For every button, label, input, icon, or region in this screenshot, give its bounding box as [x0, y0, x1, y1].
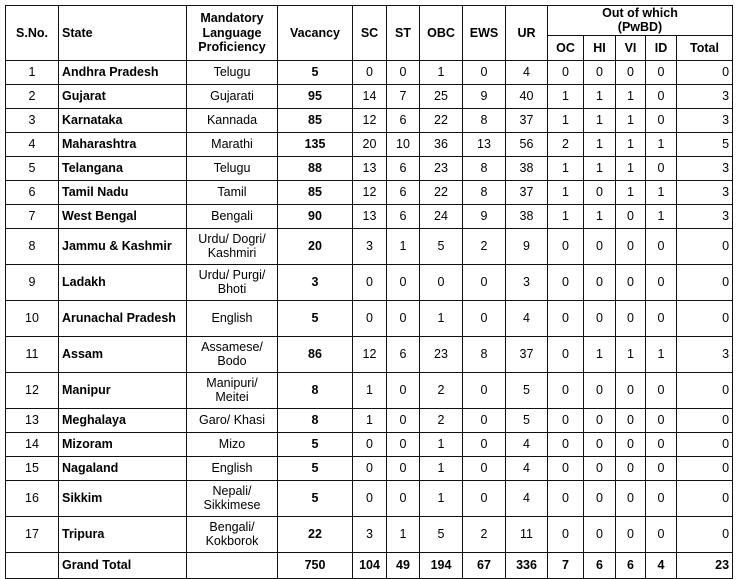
cell-obc: 1 — [420, 456, 463, 480]
cell-id: 1 — [646, 204, 677, 228]
cell-ur: 3 — [506, 264, 548, 300]
cell-ews: 13 — [463, 132, 506, 156]
cell-ews: 2 — [463, 516, 506, 552]
cell-sno: 14 — [6, 432, 59, 456]
cell-state: Tripura — [59, 516, 187, 552]
cell-hi: 1 — [584, 156, 616, 180]
cell-state: Meghalaya — [59, 408, 187, 432]
cell-oc: 1 — [548, 156, 584, 180]
cell-state: Nagaland — [59, 456, 187, 480]
cell-vac: 3 — [278, 264, 353, 300]
cell-vac: 135 — [278, 132, 353, 156]
cell-total: 23 — [677, 552, 733, 578]
table-row — [6, 132, 733, 156]
cell-hi: 0 — [584, 456, 616, 480]
cell-state: Grand Total — [59, 552, 187, 578]
cell-sno: 3 — [6, 108, 59, 132]
cell-vi: 0 — [616, 480, 646, 516]
cell-ur: 56 — [506, 132, 548, 156]
cell-oc: 0 — [548, 516, 584, 552]
cell-state: Karnataka — [59, 108, 187, 132]
cell-total: 0 — [677, 516, 733, 552]
cell-hi: 0 — [584, 300, 616, 336]
cell-hi: 6 — [584, 552, 616, 578]
cell-sno: 7 — [6, 204, 59, 228]
cell-lang: Telugu — [187, 156, 278, 180]
cell-id: 0 — [646, 108, 677, 132]
cell-obc: 24 — [420, 204, 463, 228]
cell-ews: 0 — [463, 432, 506, 456]
cell-ur: 4 — [506, 432, 548, 456]
cell-state: Ladakh — [59, 264, 187, 300]
cell-ews: 0 — [463, 408, 506, 432]
cell-st: 0 — [387, 60, 420, 84]
cell-lang: Mizo — [187, 432, 278, 456]
cell-state: Tamil Nadu — [59, 180, 187, 204]
cell-vac: 85 — [278, 108, 353, 132]
cell-state: Mizoram — [59, 432, 187, 456]
cell-oc: 0 — [548, 480, 584, 516]
cell-ur: 5 — [506, 372, 548, 408]
cell-oc: 1 — [548, 84, 584, 108]
cell-oc: 0 — [548, 300, 584, 336]
cell-oc: 0 — [548, 60, 584, 84]
column-header-language — [187, 6, 278, 61]
cell-sno: 16 — [6, 480, 59, 516]
cell-oc: 0 — [548, 264, 584, 300]
cell-vi: 0 — [616, 432, 646, 456]
cell-obc: 2 — [420, 408, 463, 432]
cell-hi: 0 — [584, 264, 616, 300]
cell-ews: 0 — [463, 480, 506, 516]
cell-sc: 0 — [353, 300, 387, 336]
column-header-sno: S.No. — [6, 6, 59, 61]
cell-id: 0 — [646, 432, 677, 456]
cell-sno: 8 — [6, 228, 59, 264]
cell-sno: 2 — [6, 84, 59, 108]
cell-hi: 1 — [584, 132, 616, 156]
column-header-oc: OC — [548, 35, 584, 60]
cell-obc: 1 — [420, 60, 463, 84]
cell-vac: 86 — [278, 336, 353, 372]
cell-lang: English — [187, 456, 278, 480]
cell-id: 4 — [646, 552, 677, 578]
cell-total: 0 — [677, 456, 733, 480]
cell-st: 6 — [387, 156, 420, 180]
grand-total-row — [6, 552, 733, 578]
cell-obc: 23 — [420, 336, 463, 372]
table-row — [6, 60, 733, 84]
cell-id: 0 — [646, 300, 677, 336]
cell-oc: 0 — [548, 336, 584, 372]
cell-ur: 40 — [506, 84, 548, 108]
column-header-obc: OBC — [420, 6, 463, 61]
pwbd-group-line-1: Out of which — [602, 6, 678, 20]
cell-st: 10 — [387, 132, 420, 156]
cell-oc: 1 — [548, 108, 584, 132]
cell-vi: 1 — [616, 336, 646, 372]
table-row — [6, 156, 733, 180]
cell-sno: 13 — [6, 408, 59, 432]
cell-id: 0 — [646, 264, 677, 300]
cell-vi: 1 — [616, 132, 646, 156]
cell-total: 3 — [677, 156, 733, 180]
cell-oc: 2 — [548, 132, 584, 156]
cell-state: Manipur — [59, 372, 187, 408]
cell-hi: 0 — [584, 180, 616, 204]
cell-state: Assam — [59, 336, 187, 372]
cell-id: 1 — [646, 132, 677, 156]
cell-sc: 0 — [353, 264, 387, 300]
cell-sc: 0 — [353, 480, 387, 516]
cell-vi: 0 — [616, 456, 646, 480]
cell-state: Sikkim — [59, 480, 187, 516]
cell-ews: 0 — [463, 456, 506, 480]
cell-total: 0 — [677, 408, 733, 432]
column-header-vacancy: Vacancy — [278, 6, 353, 61]
cell-vac: 8 — [278, 372, 353, 408]
cell-lang: Bengali/ Kokborok — [187, 516, 278, 552]
cell-oc: 0 — [548, 432, 584, 456]
cell-lang: Bengali — [187, 204, 278, 228]
cell-lang: Marathi — [187, 132, 278, 156]
table-row — [6, 408, 733, 432]
table-row — [6, 516, 733, 552]
cell-id: 0 — [646, 228, 677, 264]
cell-ews: 8 — [463, 336, 506, 372]
cell-st: 6 — [387, 336, 420, 372]
cell-hi: 1 — [584, 204, 616, 228]
cell-vi: 1 — [616, 108, 646, 132]
cell-total: 0 — [677, 264, 733, 300]
cell-id: 0 — [646, 408, 677, 432]
table-row — [6, 372, 733, 408]
cell-vac: 5 — [278, 432, 353, 456]
cell-st: 1 — [387, 516, 420, 552]
cell-lang: Assamese/ Bodo — [187, 336, 278, 372]
header-row-primary — [6, 6, 733, 36]
table-row — [6, 480, 733, 516]
cell-vi: 1 — [616, 180, 646, 204]
cell-obc: 23 — [420, 156, 463, 180]
table-row — [6, 228, 733, 264]
cell-vac: 95 — [278, 84, 353, 108]
cell-sc: 14 — [353, 84, 387, 108]
cell-obc: 194 — [420, 552, 463, 578]
cell-lang — [187, 552, 278, 578]
cell-hi: 0 — [584, 60, 616, 84]
cell-vac: 85 — [278, 180, 353, 204]
cell-lang: Kannada — [187, 108, 278, 132]
cell-st: 1 — [387, 228, 420, 264]
cell-ews: 2 — [463, 228, 506, 264]
cell-lang: Garo/ Khasi — [187, 408, 278, 432]
cell-st: 0 — [387, 480, 420, 516]
column-header-vi: VI — [616, 35, 646, 60]
cell-hi: 1 — [584, 108, 616, 132]
cell-lang: Manipuri/ Meitei — [187, 372, 278, 408]
cell-sno: 9 — [6, 264, 59, 300]
cell-sc: 0 — [353, 456, 387, 480]
cell-ews: 0 — [463, 372, 506, 408]
cell-hi: 0 — [584, 408, 616, 432]
cell-sc: 0 — [353, 432, 387, 456]
table-header — [6, 6, 733, 61]
cell-ur: 38 — [506, 156, 548, 180]
cell-ews: 0 — [463, 300, 506, 336]
cell-total: 0 — [677, 480, 733, 516]
cell-total: 3 — [677, 204, 733, 228]
cell-vac: 5 — [278, 60, 353, 84]
cell-sno — [6, 552, 59, 578]
cell-state: Gujarat — [59, 84, 187, 108]
cell-state: Arunachal Pradesh — [59, 300, 187, 336]
cell-ews: 0 — [463, 60, 506, 84]
cell-sc: 12 — [353, 180, 387, 204]
cell-ur: 5 — [506, 408, 548, 432]
cell-state: Maharashtra — [59, 132, 187, 156]
cell-st: 49 — [387, 552, 420, 578]
cell-vac: 90 — [278, 204, 353, 228]
cell-sc: 20 — [353, 132, 387, 156]
cell-total: 3 — [677, 180, 733, 204]
cell-oc: 1 — [548, 204, 584, 228]
cell-ur: 11 — [506, 516, 548, 552]
cell-sno: 10 — [6, 300, 59, 336]
cell-lang: Urdu/ Dogri/ Kashmiri — [187, 228, 278, 264]
cell-sno: 5 — [6, 156, 59, 180]
cell-total: 0 — [677, 60, 733, 84]
cell-total: 3 — [677, 336, 733, 372]
cell-ur: 37 — [506, 108, 548, 132]
cell-ur: 38 — [506, 204, 548, 228]
column-header-st: ST — [387, 6, 420, 61]
cell-oc: 1 — [548, 180, 584, 204]
cell-st: 0 — [387, 264, 420, 300]
cell-vi: 0 — [616, 264, 646, 300]
cell-sc: 12 — [353, 108, 387, 132]
column-header-ur: UR — [506, 6, 548, 61]
cell-obc: 5 — [420, 228, 463, 264]
cell-id: 0 — [646, 372, 677, 408]
cell-vac: 20 — [278, 228, 353, 264]
cell-sno: 12 — [6, 372, 59, 408]
table-row — [6, 84, 733, 108]
cell-sc: 0 — [353, 60, 387, 84]
cell-lang: Gujarati — [187, 84, 278, 108]
cell-oc: 0 — [548, 408, 584, 432]
cell-hi: 0 — [584, 480, 616, 516]
cell-ur: 4 — [506, 60, 548, 84]
cell-id: 0 — [646, 480, 677, 516]
cell-oc: 0 — [548, 372, 584, 408]
cell-sc: 104 — [353, 552, 387, 578]
cell-vi: 0 — [616, 228, 646, 264]
cell-obc: 2 — [420, 372, 463, 408]
cell-sno: 6 — [6, 180, 59, 204]
cell-sno: 17 — [6, 516, 59, 552]
cell-st: 0 — [387, 432, 420, 456]
pwbd-group-line-2: (PwBD) — [617, 20, 663, 35]
cell-obc: 1 — [420, 300, 463, 336]
cell-sc: 13 — [353, 156, 387, 180]
cell-state: Telangana — [59, 156, 187, 180]
column-header-id: ID — [646, 35, 677, 60]
cell-sno: 15 — [6, 456, 59, 480]
cell-ur: 4 — [506, 456, 548, 480]
cell-hi: 0 — [584, 432, 616, 456]
cell-vac: 22 — [278, 516, 353, 552]
cell-total: 0 — [677, 300, 733, 336]
column-header-sc: SC — [353, 6, 387, 61]
cell-vac: 5 — [278, 456, 353, 480]
cell-total: 3 — [677, 108, 733, 132]
cell-st: 0 — [387, 372, 420, 408]
cell-ews: 8 — [463, 156, 506, 180]
cell-ews: 9 — [463, 204, 506, 228]
column-header-hi: HI — [584, 35, 616, 60]
cell-state: Andhra Pradesh — [59, 60, 187, 84]
cell-oc: 0 — [548, 228, 584, 264]
cell-st: 6 — [387, 204, 420, 228]
cell-lang: Urdu/ Purgi/ Bhoti — [187, 264, 278, 300]
cell-vi: 0 — [616, 516, 646, 552]
column-header-pwbd-total: Total — [677, 35, 733, 60]
cell-vac: 750 — [278, 552, 353, 578]
cell-vac: 88 — [278, 156, 353, 180]
cell-vi: 6 — [616, 552, 646, 578]
cell-sc: 3 — [353, 516, 387, 552]
cell-state: West Bengal — [59, 204, 187, 228]
cell-obc: 36 — [420, 132, 463, 156]
cell-state: Jammu & Kashmir — [59, 228, 187, 264]
cell-hi: 0 — [584, 372, 616, 408]
cell-lang: Tamil — [187, 180, 278, 204]
cell-sc: 1 — [353, 372, 387, 408]
cell-id: 1 — [646, 336, 677, 372]
cell-ews: 8 — [463, 180, 506, 204]
cell-total: 0 — [677, 432, 733, 456]
cell-id: 0 — [646, 156, 677, 180]
cell-id: 0 — [646, 60, 677, 84]
cell-ur: 4 — [506, 300, 548, 336]
cell-id: 0 — [646, 516, 677, 552]
cell-obc: 1 — [420, 480, 463, 516]
cell-ews: 9 — [463, 84, 506, 108]
cell-vi: 0 — [616, 408, 646, 432]
cell-obc: 0 — [420, 264, 463, 300]
cell-st: 0 — [387, 456, 420, 480]
cell-st: 0 — [387, 408, 420, 432]
language-header-line-3: Proficiency — [198, 40, 266, 55]
cell-st: 6 — [387, 180, 420, 204]
cell-st: 7 — [387, 84, 420, 108]
cell-ur: 4 — [506, 480, 548, 516]
cell-obc: 1 — [420, 432, 463, 456]
column-header-pwbd-group — [548, 6, 733, 36]
cell-ews: 8 — [463, 108, 506, 132]
table-row — [6, 456, 733, 480]
cell-vi: 0 — [616, 60, 646, 84]
cell-total: 0 — [677, 372, 733, 408]
cell-vi: 1 — [616, 156, 646, 180]
cell-sc: 12 — [353, 336, 387, 372]
cell-ur: 37 — [506, 336, 548, 372]
cell-total: 0 — [677, 228, 733, 264]
table-row — [6, 204, 733, 228]
cell-ur: 37 — [506, 180, 548, 204]
cell-hi: 1 — [584, 84, 616, 108]
table-row — [6, 108, 733, 132]
cell-lang: Telugu — [187, 60, 278, 84]
cell-vac: 8 — [278, 408, 353, 432]
cell-lang: English — [187, 300, 278, 336]
column-header-state: State — [59, 6, 187, 61]
cell-id: 0 — [646, 456, 677, 480]
cell-total: 5 — [677, 132, 733, 156]
cell-sc: 3 — [353, 228, 387, 264]
table-row — [6, 336, 733, 372]
cell-obc: 25 — [420, 84, 463, 108]
cell-obc: 22 — [420, 108, 463, 132]
cell-hi: 0 — [584, 516, 616, 552]
language-header-line-1: Mandatory — [200, 11, 264, 26]
language-header-line-2: Language — [202, 25, 262, 40]
table-row — [6, 180, 733, 204]
cell-ur: 9 — [506, 228, 548, 264]
cell-hi: 0 — [584, 228, 616, 264]
cell-obc: 5 — [420, 516, 463, 552]
cell-sno: 1 — [6, 60, 59, 84]
cell-st: 0 — [387, 300, 420, 336]
cell-vi: 0 — [616, 204, 646, 228]
cell-ur: 336 — [506, 552, 548, 578]
cell-obc: 22 — [420, 180, 463, 204]
cell-vi: 0 — [616, 372, 646, 408]
state-wise-vacancy-table — [5, 5, 733, 579]
cell-ews: 67 — [463, 552, 506, 578]
table-row — [6, 264, 733, 300]
cell-id: 0 — [646, 84, 677, 108]
cell-ews: 0 — [463, 264, 506, 300]
cell-vac: 5 — [278, 300, 353, 336]
cell-vac: 5 — [278, 480, 353, 516]
cell-st: 6 — [387, 108, 420, 132]
cell-oc: 0 — [548, 456, 584, 480]
cell-sno: 4 — [6, 132, 59, 156]
cell-lang: Nepali/ Sikkimese — [187, 480, 278, 516]
table-body — [6, 60, 733, 578]
cell-sno: 11 — [6, 336, 59, 372]
table-row — [6, 432, 733, 456]
cell-sc: 1 — [353, 408, 387, 432]
cell-oc: 7 — [548, 552, 584, 578]
cell-sc: 13 — [353, 204, 387, 228]
column-header-ews: EWS — [463, 6, 506, 61]
cell-vi: 1 — [616, 84, 646, 108]
cell-vi: 0 — [616, 300, 646, 336]
cell-hi: 1 — [584, 336, 616, 372]
cell-total: 3 — [677, 84, 733, 108]
cell-id: 1 — [646, 180, 677, 204]
table-row — [6, 300, 733, 336]
